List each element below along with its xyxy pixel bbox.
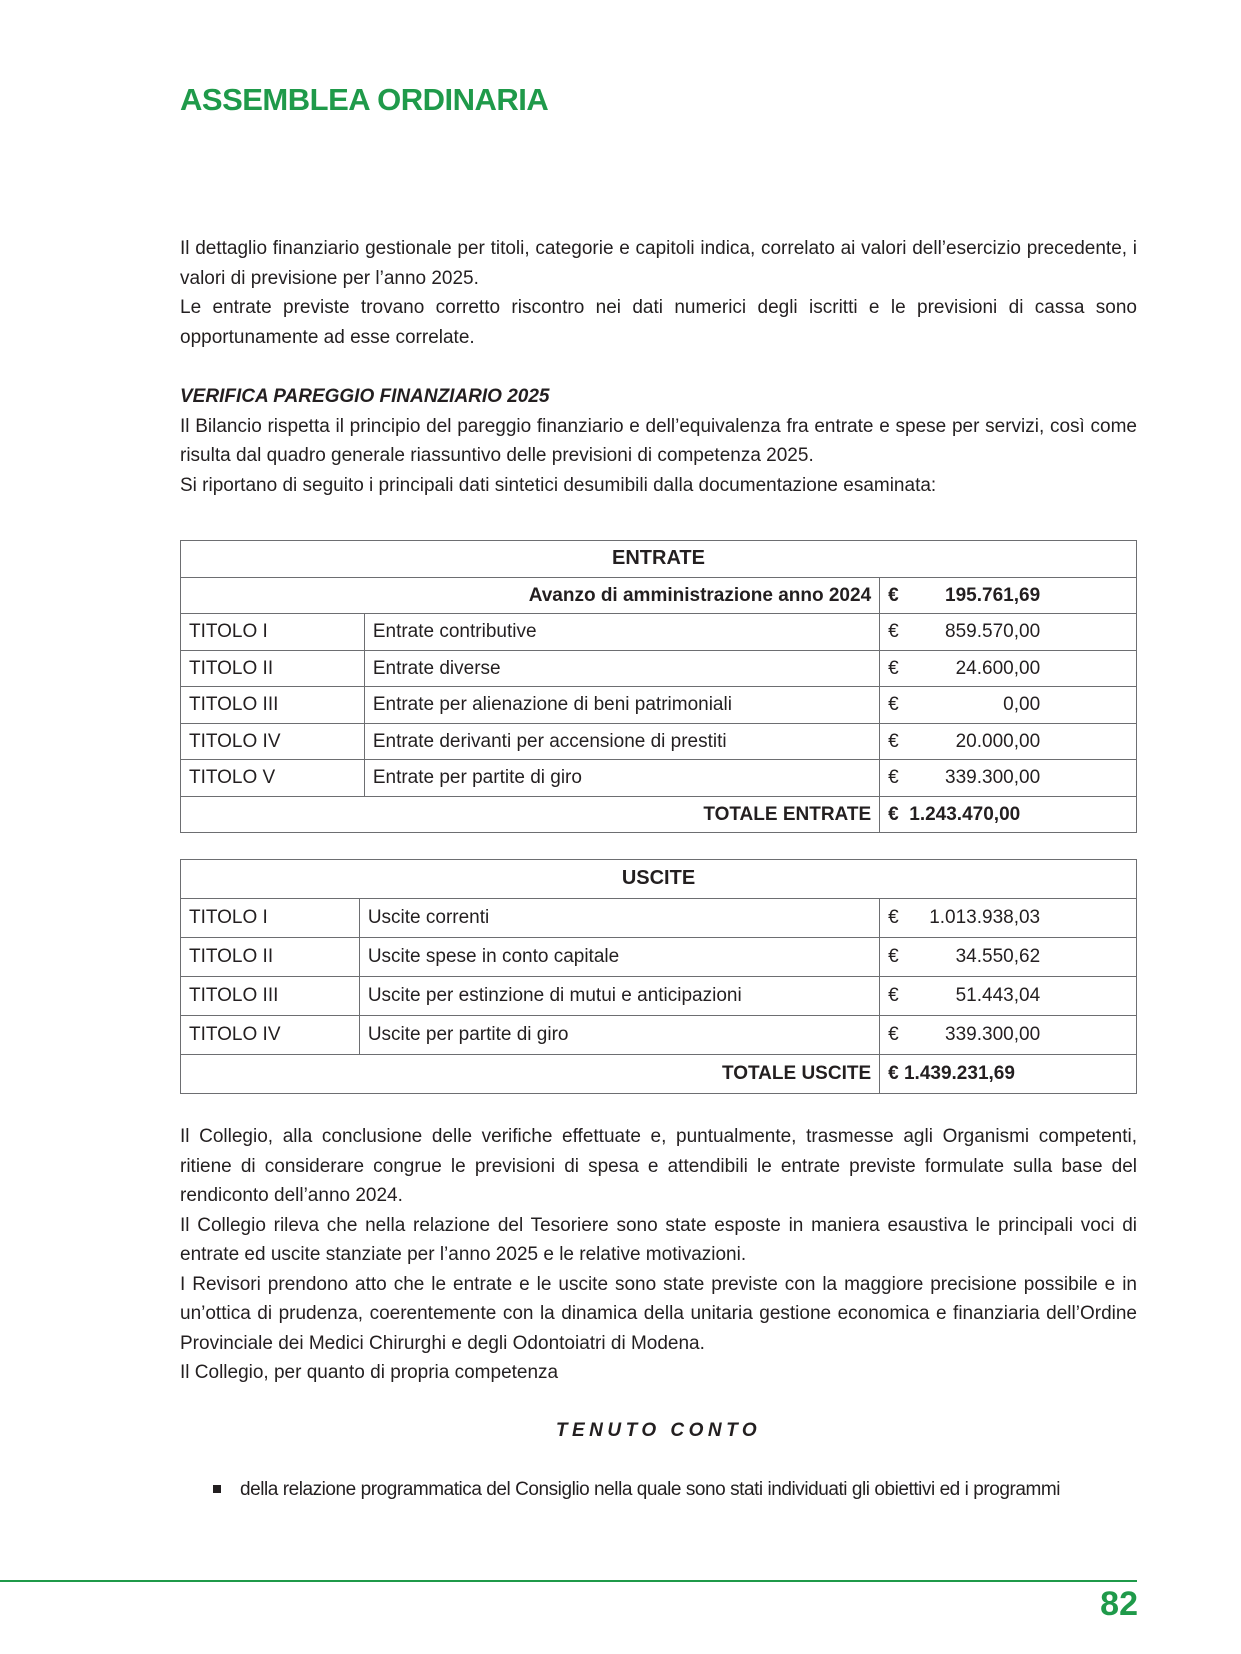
amount-cell bbox=[880, 650, 1137, 687]
description-cell: Entrate per alienazione di beni patrimoniali bbox=[364, 687, 879, 724]
titolo-cell: TITOLO III bbox=[181, 977, 360, 1016]
total-uscite-value: € 1.439.231,69 bbox=[880, 1055, 1137, 1094]
currency-symbol: € bbox=[888, 694, 899, 715]
amount-cell bbox=[880, 723, 1137, 760]
titolo-cell: TITOLO I bbox=[181, 899, 360, 938]
total-entrate-value: € 1.243.470,00 bbox=[880, 796, 1137, 833]
paragraph: I Revisori prendono atto che le entrate e le uscite sono state previste con la maggiore precisione possibile e in un’ottica di prudenza, coerentemente con la dinamica della unitaria gestione economica e finanziaria dell’Ordine Provinciale dei Medici Chirurghi e degli Odontoiatri di Modena. bbox=[180, 1273, 1137, 1354]
amount-cell bbox=[880, 1016, 1137, 1055]
paragraph: Il Bilancio rispetta il principio del pareggio finanziario e dell’equivalenza fra entrate e spese per servizi, così come risulta dal quadro generale riassuntivo delle previsioni di competenza 2025. bbox=[180, 415, 1137, 466]
avanzo-label: Avanzo di amministrazione anno 2024 bbox=[181, 577, 880, 614]
avanzo-amount bbox=[880, 577, 1137, 614]
currency-symbol: € bbox=[888, 584, 899, 606]
amount-cell bbox=[880, 899, 1137, 938]
currency-symbol: € bbox=[888, 657, 899, 679]
amount-value: 20.000,00 bbox=[955, 730, 1041, 752]
total-entrate-label: TOTALE ENTRATE bbox=[181, 796, 880, 833]
titolo-cell: TITOLO IV bbox=[181, 1016, 360, 1055]
table-row bbox=[181, 614, 1137, 651]
currency-symbol: € bbox=[888, 767, 899, 788]
tenuto-conto-heading: TENUTO CONTO bbox=[555, 1419, 762, 1441]
amount-value: 339.300,00 bbox=[945, 1024, 1041, 1046]
titolo-cell: TITOLO V bbox=[181, 760, 365, 797]
list-item-text: della relazione programmatica del Consiglio nella quale sono stati individuati gli obiettivi ed i programmi bbox=[240, 1479, 1060, 1500]
uscite-header: USCITE bbox=[181, 860, 1137, 899]
titolo-cell: TITOLO III bbox=[181, 687, 365, 724]
currency-symbol: € bbox=[888, 985, 899, 1007]
description-cell: Entrate derivanti per accensione di prestiti bbox=[364, 723, 879, 760]
table-row bbox=[181, 938, 1137, 977]
amount-value: 34.550,62 bbox=[955, 946, 1041, 968]
paragraph: Il Collegio rileva che nella relazione del Tesoriere sono state esposte in maniera esaustiva le principali voci di entrate ed uscite stanziate per l’anno 2025 e le relative motivazioni. bbox=[180, 1214, 1137, 1265]
table-row bbox=[181, 650, 1137, 687]
table-row bbox=[181, 1016, 1137, 1055]
page-number: 82 bbox=[1100, 1585, 1138, 1623]
paragraph: Si riportano di seguito i principali dati sintetici desumibili dalla documentazione esaminata: bbox=[180, 474, 937, 496]
amount-value: 339.300,00 bbox=[945, 767, 1041, 788]
paragraph: Le entrate previste trovano corretto riscontro nei dati numerici degli iscritti e le previsioni di cassa sono opportunamente ad esse correlate. bbox=[180, 297, 1137, 348]
table-row bbox=[181, 760, 1137, 797]
paragraph: Il Collegio, per quanto di propria competenza bbox=[180, 1362, 559, 1383]
amount-cell bbox=[880, 938, 1137, 977]
amount-value: 0,00 bbox=[1003, 694, 1041, 715]
amount-cell bbox=[880, 614, 1137, 651]
currency-symbol: € bbox=[888, 907, 899, 929]
table-row bbox=[181, 723, 1137, 760]
amount-value: 51.443,04 bbox=[955, 985, 1041, 1007]
description-cell: Uscite spese in conto capitale bbox=[359, 938, 879, 977]
footer-divider bbox=[0, 1580, 1137, 1582]
currency-symbol: € bbox=[888, 621, 899, 642]
uscite-table bbox=[180, 859, 1137, 1094]
table-row bbox=[181, 977, 1137, 1016]
document-body bbox=[180, 234, 1137, 1505]
description-cell: Uscite per partite di giro bbox=[359, 1016, 879, 1055]
amount-cell bbox=[880, 977, 1137, 1016]
description-cell: Entrate contributive bbox=[364, 614, 879, 651]
avanzo-value: 195.761,69 bbox=[945, 584, 1041, 606]
page-title: ASSEMBLEA ORDINARIA bbox=[180, 82, 549, 117]
paragraph: Il Collegio, alla conclusione delle verifiche effettuate e, puntualmente, trasmesse agli Organismi competenti, ritiene di considerare congrue le previsioni di spesa e attendibili le entrate previste formulate sulla base del rendiconto dell’anno 2024. bbox=[180, 1126, 1137, 1206]
paragraph: Il dettaglio finanziario gestionale per titoli, categorie e capitoli indica, correlato ai valori dell’esercizio precedente, i valori di previsione per l’anno 2025. bbox=[180, 238, 1137, 289]
titolo-cell: TITOLO II bbox=[181, 650, 365, 687]
table-row bbox=[181, 687, 1137, 724]
entrate-header: ENTRATE bbox=[181, 541, 1137, 578]
list-item bbox=[180, 1475, 1137, 1505]
description-cell: Uscite correnti bbox=[359, 899, 879, 938]
amount-cell bbox=[880, 760, 1137, 797]
currency-symbol: € bbox=[888, 946, 899, 968]
amount-cell bbox=[880, 687, 1137, 724]
total-uscite-label: TOTALE USCITE bbox=[181, 1055, 880, 1094]
bullet-square-icon bbox=[213, 1485, 221, 1493]
currency-symbol: € bbox=[888, 730, 899, 752]
titolo-cell: TITOLO IV bbox=[181, 723, 365, 760]
description-cell: Entrate per partite di giro bbox=[364, 760, 879, 797]
entrate-table bbox=[180, 540, 1137, 833]
currency-symbol: € bbox=[888, 1024, 899, 1046]
titolo-cell: TITOLO II bbox=[181, 938, 360, 977]
section-heading: VERIFICA PAREGGIO FINANZIARIO 2025 bbox=[180, 386, 550, 407]
description-cell: Entrate diverse bbox=[364, 650, 879, 687]
amount-value: 24.600,00 bbox=[955, 657, 1041, 679]
titolo-cell: TITOLO I bbox=[181, 614, 365, 651]
amount-value: 1.013.938,03 bbox=[929, 907, 1041, 929]
description-cell: Uscite per estinzione di mutui e anticipazioni bbox=[359, 977, 879, 1016]
table-row bbox=[181, 899, 1137, 938]
amount-value: 859.570,00 bbox=[945, 621, 1041, 642]
